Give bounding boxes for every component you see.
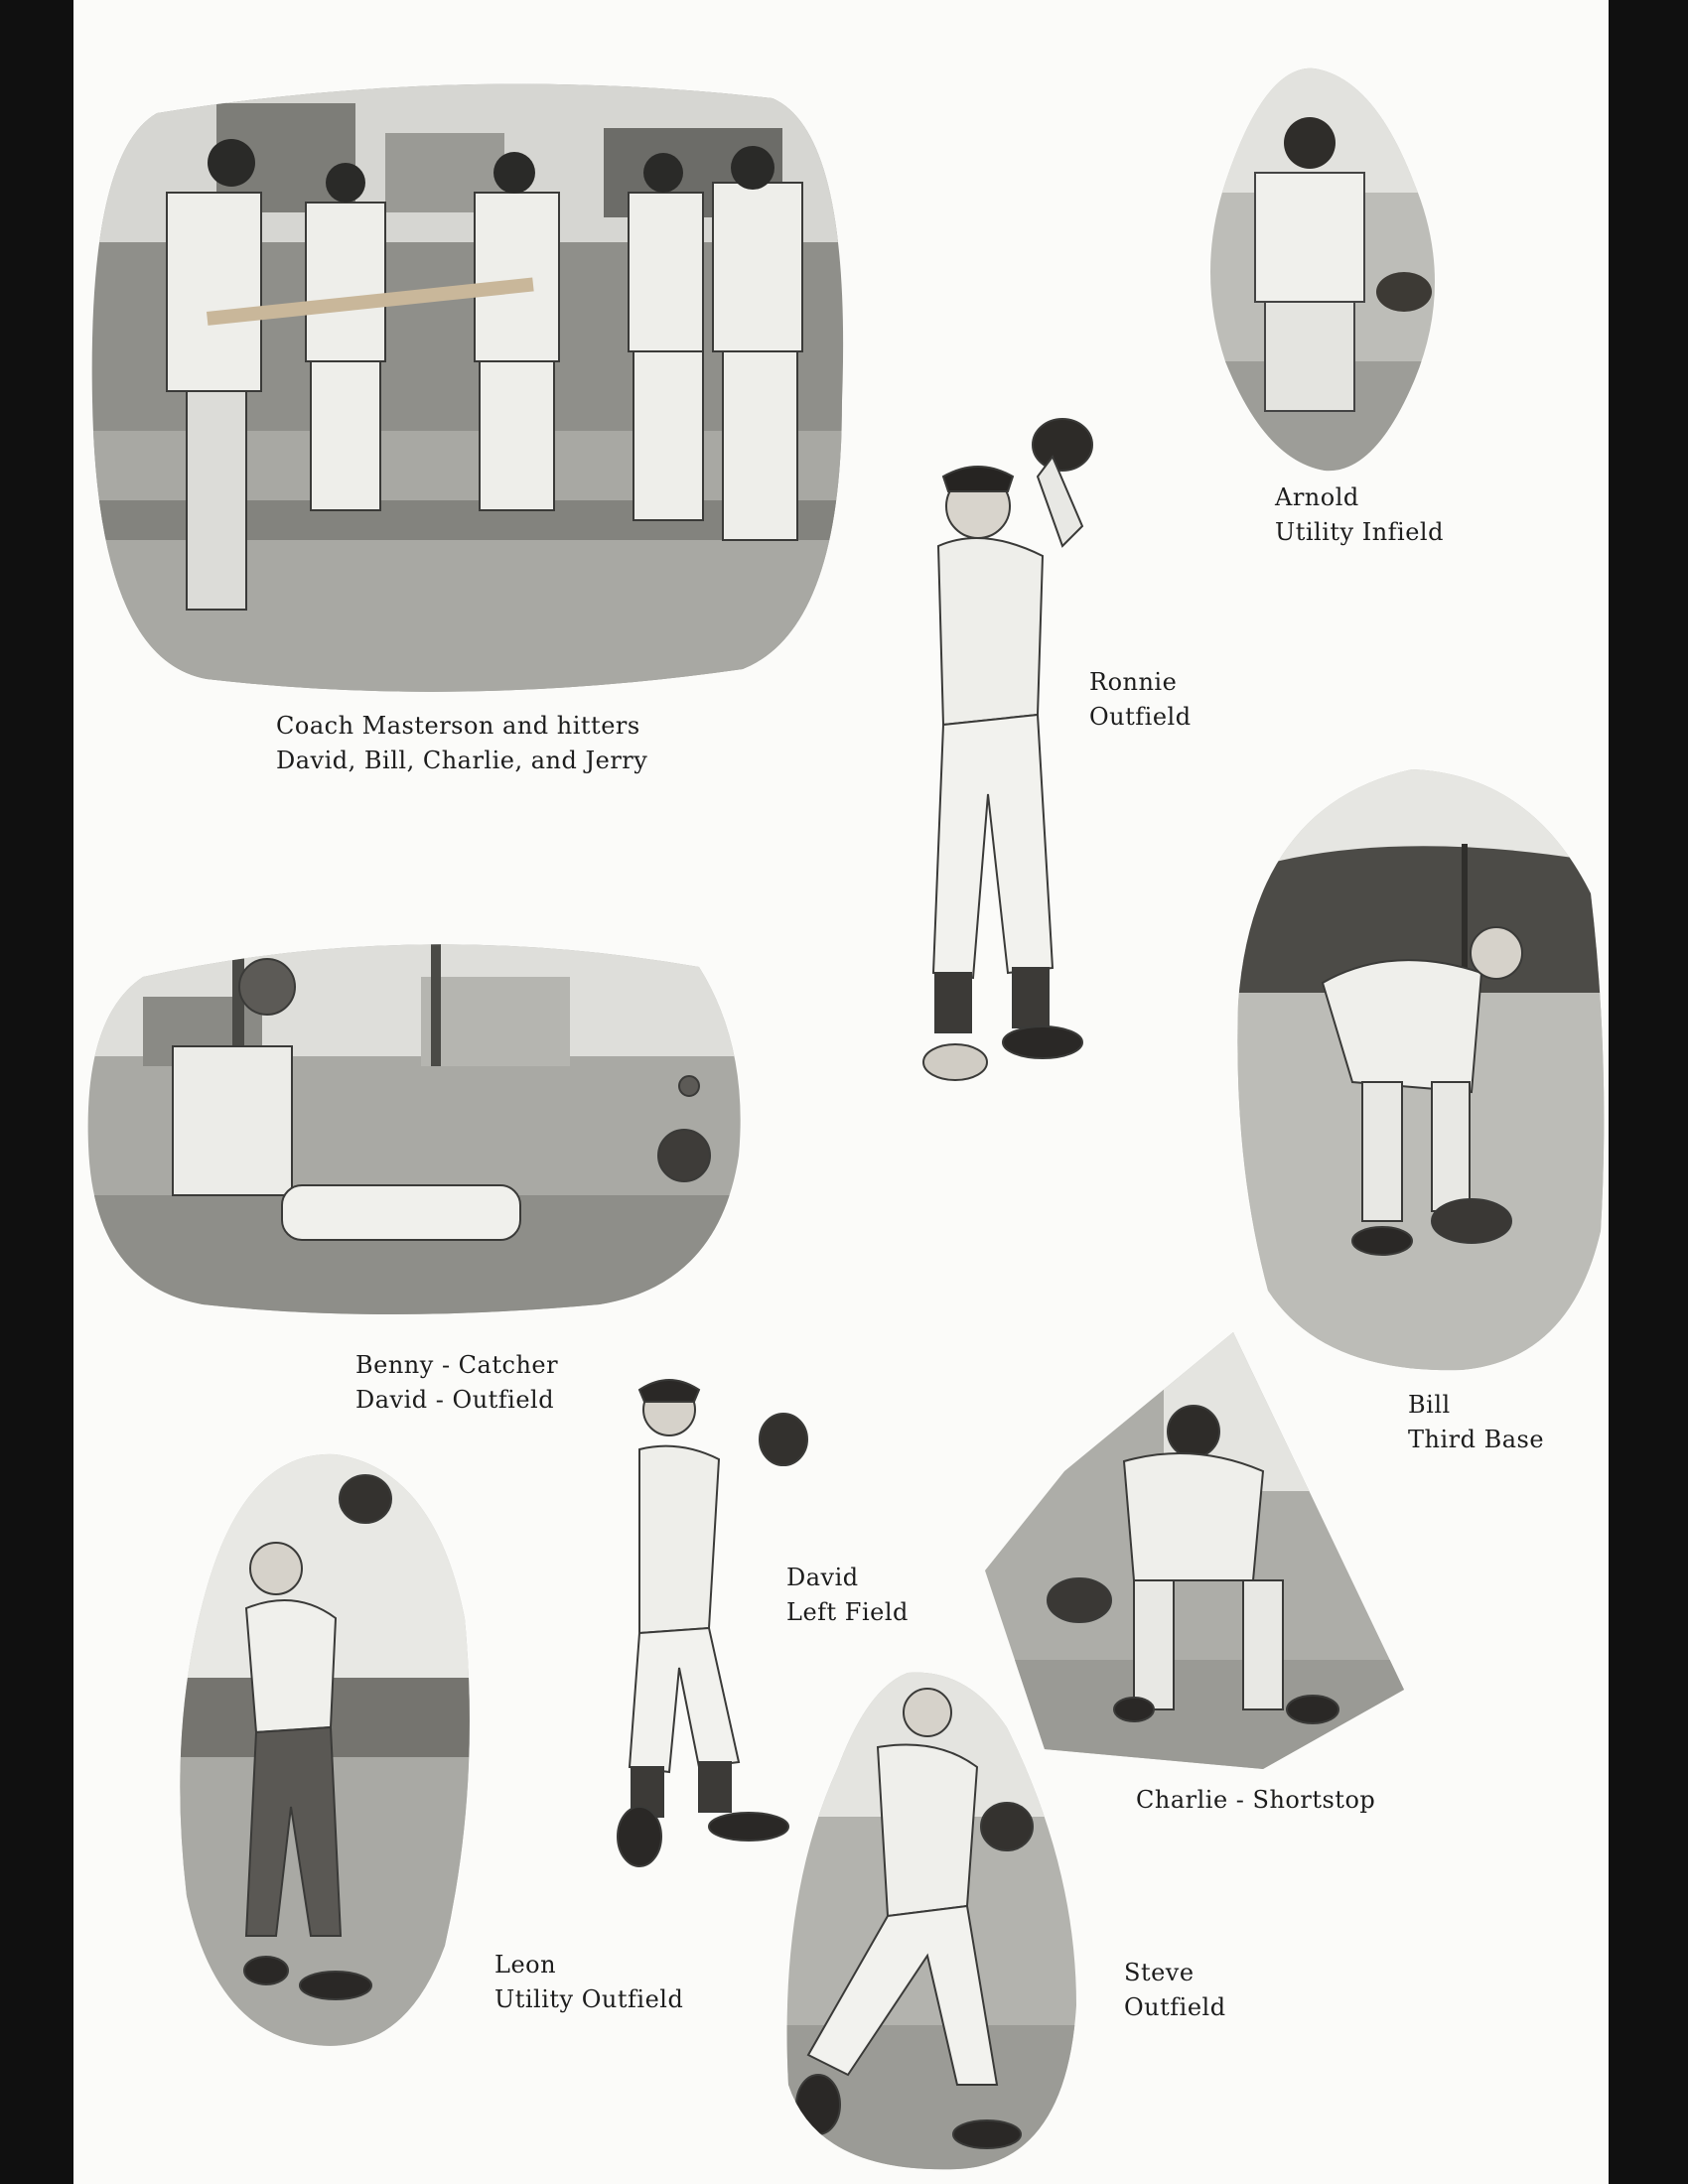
benny-david-caption	[355, 1348, 558, 1418]
steve-caption	[1124, 1956, 1226, 2025]
bill-name: Bill	[1408, 1391, 1451, 1419]
david-name: David	[786, 1564, 859, 1591]
ronnie-position: Outfield	[1089, 703, 1192, 731]
benny-david-photo	[83, 927, 745, 1318]
coach-caption-line1: Coach Masterson and hitters	[276, 712, 640, 740]
coach-caption-line2: David, Bill, Charlie, and Jerry	[276, 747, 648, 774]
charlie-line1: Charlie - Shortstop	[1136, 1786, 1376, 1814]
ronnie-caption	[1089, 665, 1192, 735]
steve-name: Steve	[1124, 1959, 1195, 1986]
ronnie-name: Ronnie	[1089, 668, 1178, 696]
ronnie-photo	[914, 417, 1148, 1098]
bill-caption	[1408, 1388, 1544, 1457]
leon-name: Leon	[494, 1951, 557, 1979]
yearbook-page	[73, 0, 1609, 2184]
arnold-photo	[1196, 64, 1456, 475]
david-caption	[786, 1561, 909, 1630]
leon-position: Utility Outfield	[494, 1985, 684, 2013]
arnold-name: Arnold	[1275, 483, 1359, 511]
steve-photo	[778, 1668, 1082, 2174]
steve-position: Outfield	[1124, 1993, 1226, 2021]
coach-caption	[276, 709, 647, 778]
bill-photo	[1233, 764, 1611, 1374]
charlie-caption	[1136, 1783, 1375, 1818]
benny-david-line1: Benny - Catcher	[355, 1351, 559, 1379]
leon-photo	[167, 1449, 481, 2057]
benny-david-line2: David - Outfield	[355, 1386, 555, 1414]
leon-caption	[494, 1948, 683, 2017]
bill-position: Third Base	[1408, 1426, 1545, 1453]
arnold-caption	[1275, 480, 1444, 550]
coach-hitters-photo	[87, 73, 854, 693]
david-position: Left Field	[786, 1598, 909, 1626]
arnold-position: Utility Infield	[1275, 518, 1444, 546]
